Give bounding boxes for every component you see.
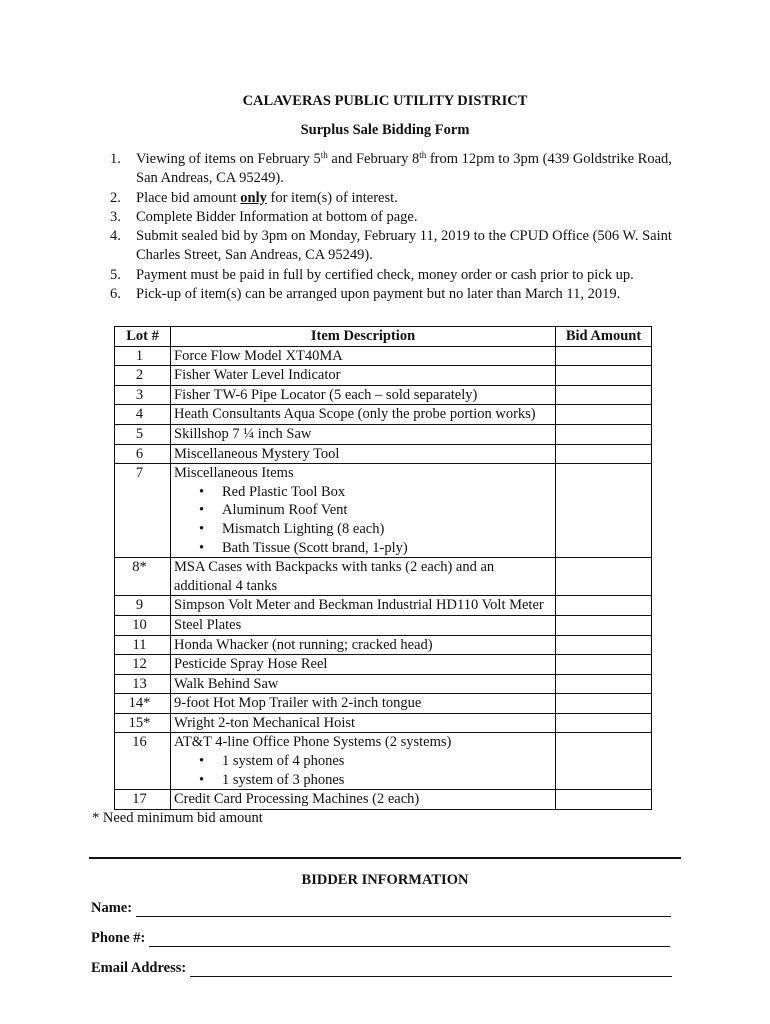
- bid-amount-cell[interactable]: [556, 405, 652, 425]
- lot-number: 3: [115, 385, 171, 405]
- form-title: Surplus Sale Bidding Form: [300, 122, 470, 138]
- lot-number: 13: [115, 674, 171, 694]
- instruction-item: 3. Complete Bidder Information at bottom of page.: [110, 208, 418, 225]
- table-row: [115, 655, 652, 675]
- sub-item: • Bath Tissue (Scott brand, 1-ply): [174, 539, 552, 558]
- org-title: CALAVERAS PUBLIC UTILITY DISTRICT: [242, 93, 528, 109]
- sub-item: • Aluminum Roof Vent: [174, 501, 552, 520]
- email-label: Email Address:: [91, 960, 187, 976]
- bid-amount-cell[interactable]: [556, 694, 652, 714]
- bid-amount-cell[interactable]: [556, 615, 652, 635]
- table-row: [115, 424, 652, 444]
- item-description: Heath Consultants Aqua Scope (only the probe portion works): [174, 406, 536, 423]
- table-row: [115, 558, 652, 596]
- name-field[interactable]: [91, 900, 671, 917]
- item-description-cell: [171, 444, 556, 464]
- lot-number: 15*: [115, 713, 171, 733]
- item-description: Fisher TW-6 Pipe Locator (5 each – sold separately): [174, 386, 478, 403]
- instruction-item: 2. Place bid amount only for item(s) of interest.: [110, 189, 398, 206]
- phone-field[interactable]: [91, 930, 670, 947]
- lot-number: 17: [115, 790, 171, 810]
- item-description-cell: [171, 464, 556, 558]
- lot-header: Lot #: [115, 327, 171, 347]
- item-description-cell: [171, 366, 556, 386]
- item-description: AT&T 4-line Office Phone Systems (2 systems): [174, 734, 452, 751]
- bid-amount-cell[interactable]: [556, 385, 652, 405]
- item-description: Miscellaneous Mystery Tool: [174, 445, 340, 462]
- bidder-information-title: BIDDER INFORMATION: [301, 872, 469, 888]
- lot-number: 1: [115, 346, 171, 366]
- table-row: [115, 790, 652, 810]
- lot-number: 9: [115, 596, 171, 616]
- instruction-item: 4. Submit sealed bid by 3pm on Monday, February 11, 2019 to the CPUD Office (506 W. Saint Charles Street, San Andreas, CA 95249).: [110, 228, 672, 264]
- items-table: [114, 326, 652, 810]
- item-description: Force Flow Model XT40MA: [174, 347, 343, 364]
- item-description: Steel Plates: [174, 616, 242, 633]
- item-description-cell: [171, 655, 556, 675]
- table-row: [115, 596, 652, 616]
- item-description: Honda Whacker (not running; cracked head): [174, 636, 433, 653]
- emphasis-only: only: [240, 189, 267, 206]
- item-description: Fisher Water Level Indicator: [174, 367, 341, 384]
- bid-amount-header: Bid Amount: [556, 327, 652, 347]
- lot-number: 5: [115, 424, 171, 444]
- item-description-cell: [171, 615, 556, 635]
- name-label: Name:: [91, 900, 133, 916]
- lot-number: 8*: [115, 558, 171, 596]
- sub-item: • Mismatch Lighting (8 each): [174, 520, 552, 539]
- instruction-item: 5. Payment must be paid in full by certified check, money order or cash prior to pick up.: [110, 266, 634, 283]
- lot-number: 16: [115, 733, 171, 790]
- bid-amount-cell[interactable]: [556, 713, 652, 733]
- item-description: Skillshop 7 ¼ inch Saw: [174, 425, 312, 442]
- item-description-cell: [171, 346, 556, 366]
- bid-amount-cell[interactable]: [556, 655, 652, 675]
- bid-amount-cell[interactable]: [556, 790, 652, 810]
- table-row: [115, 733, 652, 790]
- instructions-list: [110, 150, 690, 304]
- table-row: [115, 635, 652, 655]
- item-description: Credit Card Processing Machines (2 each): [174, 791, 420, 808]
- lot-number: 2: [115, 366, 171, 386]
- section-divider: [89, 857, 681, 859]
- phone-label: Phone #:: [91, 930, 146, 946]
- bid-amount-cell[interactable]: [556, 733, 652, 790]
- instruction-item: 6. Pick-up of item(s) can be arranged upon payment but no later than March 11, 2019.: [110, 286, 621, 303]
- item-description-cell: [171, 713, 556, 733]
- lot-number: 4: [115, 405, 171, 425]
- lot-number: 10: [115, 615, 171, 635]
- lot-number: 6: [115, 444, 171, 464]
- sub-item-list: [174, 483, 552, 557]
- instruction-item: 1. Viewing of items on February 5th and February 8th from 12pm to 3pm (439 Goldstrike Road, San Andreas, CA 95249).: [110, 150, 672, 187]
- table-row: [115, 464, 652, 558]
- sub-item-list: [174, 752, 552, 789]
- item-description-cell: [171, 385, 556, 405]
- bid-amount-cell[interactable]: [556, 424, 652, 444]
- table-row: [115, 713, 652, 733]
- item-description: Miscellaneous Items: [174, 465, 294, 482]
- item-description-cell: [171, 674, 556, 694]
- item-description: Wright 2-ton Mechanical Hoist: [174, 714, 356, 731]
- email-field[interactable]: [91, 960, 672, 977]
- lot-number: 14*: [115, 694, 171, 714]
- minimum-bid-note: * Need minimum bid amount: [92, 810, 263, 826]
- item-description: Walk Behind Saw: [174, 675, 279, 692]
- sub-item: • Red Plastic Tool Box: [174, 483, 552, 502]
- table-row: [115, 366, 652, 386]
- email-line[interactable]: [190, 962, 672, 977]
- lot-number: 7: [115, 464, 171, 558]
- item-description-cell: [171, 424, 556, 444]
- item-description-cell: [171, 558, 556, 596]
- item-description: MSA Cases with Backpacks with tanks (2 each) and an additional 4 tanks: [174, 559, 495, 594]
- table-row: [115, 615, 652, 635]
- table-row: [115, 694, 652, 714]
- table-row: [115, 385, 652, 405]
- item-description-cell: [171, 405, 556, 425]
- item-description-cell: [171, 694, 556, 714]
- table-row: [115, 444, 652, 464]
- bid-amount-cell[interactable]: [556, 366, 652, 386]
- bid-amount-cell[interactable]: [556, 635, 652, 655]
- table-row: [115, 346, 652, 366]
- phone-line[interactable]: [149, 932, 670, 947]
- name-line[interactable]: [136, 902, 671, 917]
- bid-amount-cell[interactable]: [556, 674, 652, 694]
- item-description-cell: [171, 596, 556, 616]
- item-description: 9-foot Hot Mop Trailer with 2-inch tongue: [174, 695, 422, 712]
- item-description: Simpson Volt Meter and Beckman Industrial HD110 Volt Meter: [174, 597, 544, 614]
- bid-amount-cell[interactable]: [556, 444, 652, 464]
- table-row: [115, 405, 652, 425]
- description-header: Item Description: [171, 327, 556, 347]
- item-description-cell: [171, 790, 556, 810]
- bid-amount-cell[interactable]: [556, 464, 652, 558]
- sub-item: • 1 system of 3 phones: [174, 771, 552, 790]
- table-row: [115, 674, 652, 694]
- table-header-row: [115, 327, 652, 347]
- item-description-cell: [171, 733, 556, 790]
- item-description-cell: [171, 635, 556, 655]
- item-description: Pesticide Spray Hose Reel: [174, 656, 328, 673]
- bid-amount-cell[interactable]: [556, 558, 652, 596]
- lot-number: 12: [115, 655, 171, 675]
- bid-amount-cell[interactable]: [556, 596, 652, 616]
- lot-number: 11: [115, 635, 171, 655]
- sub-item: • 1 system of 4 phones: [174, 752, 552, 771]
- bid-amount-cell[interactable]: [556, 346, 652, 366]
